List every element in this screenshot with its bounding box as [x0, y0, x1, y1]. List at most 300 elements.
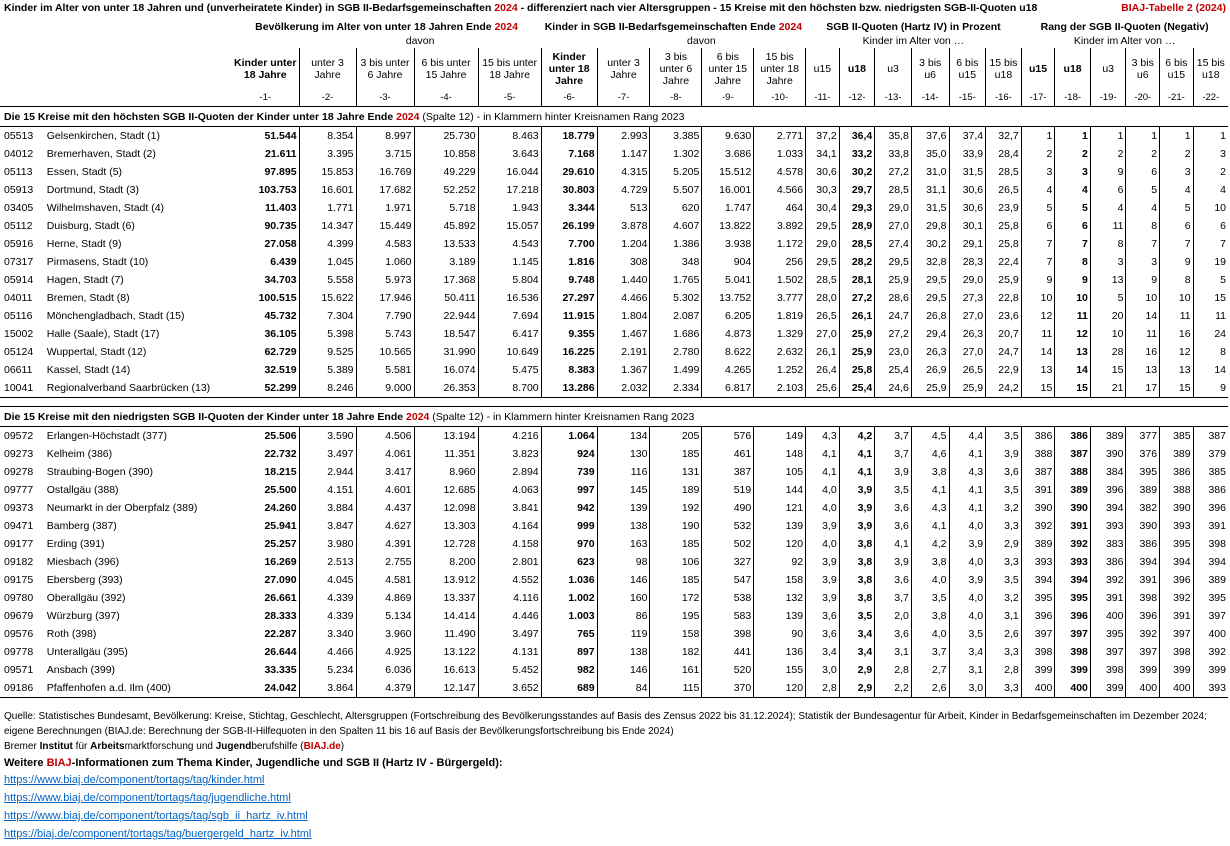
table-cell: 399 [1055, 661, 1091, 679]
table-cell: 3,6 [806, 607, 840, 625]
table-cell: 1.252 [754, 361, 806, 379]
table-cell: 3 [1126, 253, 1160, 271]
table-cell: 136 [754, 643, 806, 661]
table-cell: 904 [702, 253, 754, 271]
table-cell: 391 [1021, 481, 1055, 499]
table-cell: 4.437 [356, 499, 414, 517]
table-cell: 2.780 [650, 343, 702, 361]
column-number: -17- [1021, 90, 1055, 107]
table-cell: 32,7 [986, 127, 1022, 146]
header-sub-row [0, 34, 1228, 48]
table-cell: 400 [1021, 679, 1055, 698]
table-cell: 6 [1126, 163, 1160, 181]
district-name: Herne, Stadt (9) [46, 238, 122, 250]
table-row [0, 607, 1228, 625]
table-cell: 4.627 [356, 517, 414, 535]
title-text: Kinder im Alter von unter 18 Jahren und (unverheiratete Kinder) in SGB II-Bedarfsgemeinschaften [4, 2, 495, 14]
table-cell: 2.632 [754, 343, 806, 361]
table-cell: 5.041 [702, 271, 754, 289]
table-cell: 7 [1160, 235, 1194, 253]
table-cell: 2,9 [839, 661, 875, 679]
institute-text: ) [340, 741, 345, 752]
table-cell: 388 [1055, 463, 1091, 481]
table-cell: 1.033 [754, 145, 806, 163]
link-jugendliche[interactable]: https://www.biaj.de/component/tortags/tag/jugendliche.html [4, 792, 291, 804]
table-cell: 387 [1193, 427, 1228, 446]
table-cell: 3,8 [839, 535, 875, 553]
table-cell: 13 [1160, 361, 1194, 379]
table-cell: 391 [1090, 589, 1126, 607]
table-cell: 120 [754, 535, 806, 553]
table-cell: 134 [597, 427, 650, 446]
title-year: 2024 [494, 2, 518, 14]
table-cell: 3,9 [875, 553, 912, 571]
table-cell: 1.819 [754, 307, 806, 325]
table-cell: 24 [1193, 325, 1228, 343]
table-cell: 27,2 [875, 325, 912, 343]
table-cell: 3,5 [911, 589, 949, 607]
header-group-population-year: 2024 [494, 20, 518, 33]
table-cell: 22,9 [986, 361, 1022, 379]
table-cell: 386 [1090, 553, 1126, 571]
table-cell: 18.215 [264, 466, 297, 478]
table-cell: 26,4 [806, 361, 840, 379]
table-cell: 391 [1193, 517, 1228, 535]
district-code: 05916 [4, 238, 34, 250]
table-cell: 10 [1193, 199, 1228, 217]
table-cell: 398 [1126, 589, 1160, 607]
table-cell: 395 [1055, 589, 1091, 607]
table-cell: 15.853 [299, 163, 356, 181]
table-cell: 390 [1090, 445, 1126, 463]
table-cell: 4.339 [299, 607, 356, 625]
table-cell: 6 [1193, 217, 1228, 235]
table-cell: 384 [1090, 463, 1126, 481]
table-cell: 399 [1021, 661, 1055, 679]
table-cell: 3,5 [875, 481, 912, 499]
table-cell: 4.873 [702, 325, 754, 343]
header-davon-1: davon [405, 35, 435, 47]
table-cell: 520 [702, 661, 754, 679]
district-name: Pirmasens, Stadt (10) [46, 256, 149, 268]
link-kinder[interactable]: https://www.biaj.de/component/tortags/tag/kinder.html [4, 774, 265, 786]
table-cell: 4.729 [597, 181, 650, 199]
table-cell: 8.200 [414, 553, 478, 571]
table-cell: 393 [1055, 553, 1091, 571]
header-col-8: 3 bis unter 6 Jahre [650, 48, 702, 90]
table-cell: 4.265 [702, 361, 754, 379]
table-cell: 8 [1090, 235, 1126, 253]
table-cell: 4,0 [949, 607, 986, 625]
table-cell: 397 [1193, 607, 1228, 625]
table-cell: 29.610 [541, 163, 597, 181]
institute-line [4, 739, 1226, 754]
table-row [0, 625, 1228, 643]
section-heading-title-a: Die 15 Kreise mit den höchsten SGB II-Quoten der Kinder unter 18 Jahre Ende [4, 110, 397, 123]
table-cell: 4.116 [478, 589, 541, 607]
table-cell: 3,9 [839, 499, 875, 517]
column-number: -2- [299, 90, 356, 107]
table-cell: 3.864 [299, 679, 356, 698]
table-cell: 942 [541, 499, 597, 517]
table-cell: 17 [1126, 379, 1160, 398]
table-cell: 3,1 [986, 607, 1022, 625]
institute-text: Institut [39, 741, 73, 752]
district-name: Wilhelmshaven, Stadt (4) [46, 202, 165, 214]
table-cell: 30.803 [541, 181, 597, 199]
table-cell: 29,5 [806, 253, 840, 271]
table-cell: 1.386 [650, 235, 702, 253]
table-cell: 23,9 [986, 199, 1022, 217]
district-code: 09777 [4, 484, 34, 496]
link-sgb-ii[interactable]: https://www.biaj.de/component/tortags/tag/sgb_ii_hartz_iv.html [4, 810, 308, 822]
table-cell: 2.032 [597, 379, 650, 398]
table-cell: 2 [1055, 145, 1091, 163]
district-code: 09571 [4, 664, 34, 676]
table-cell: 9 [1021, 271, 1055, 289]
header-col-19: u3 [1090, 48, 1126, 90]
table-cell: 399 [1193, 661, 1228, 679]
table-cell: 379 [1193, 445, 1228, 463]
table-cell: 26,3 [949, 325, 986, 343]
table-cell: 25,8 [986, 217, 1022, 235]
table-cell: 33,8 [875, 145, 912, 163]
table-label-close: ) [1222, 2, 1226, 14]
table-cell: 22.732 [264, 448, 297, 460]
table-cell: 3,8 [839, 571, 875, 589]
table-cell: 4,0 [949, 589, 986, 607]
header-col-9: 6 bis unter 15 Jahre [702, 48, 754, 90]
table-cell: 389 [1193, 571, 1228, 589]
table-cell: 4.131 [478, 643, 541, 661]
table-cell: 7 [1126, 235, 1160, 253]
table-cell: 398 [1055, 643, 1091, 661]
table-cell: 1.440 [597, 271, 650, 289]
header-col-20: 3 bis u6 [1126, 48, 1160, 90]
table-cell: 30,2 [839, 163, 875, 181]
district-code: 09186 [0, 679, 45, 698]
district-name: Würzburg (397) [46, 610, 120, 622]
table-cell: 14 [1193, 361, 1228, 379]
table-cell: 399 [1090, 679, 1126, 698]
table-cell: 394 [1090, 499, 1126, 517]
table-cell: 3,7 [875, 427, 912, 446]
table-cell: 24.260 [264, 502, 297, 514]
table-cell: 3,3 [986, 643, 1022, 661]
table-cell: 16.074 [414, 361, 478, 379]
table-cell: 5.718 [414, 199, 478, 217]
table-cell: 28,1 [839, 271, 875, 289]
district-code: 09175 [4, 574, 34, 586]
table-cell: 35,8 [875, 127, 912, 146]
table-cell: 139 [754, 517, 806, 535]
table-cell: 3.823 [478, 445, 541, 463]
table-cell: 25,6 [806, 379, 840, 398]
table-cell: 256 [754, 253, 806, 271]
table-cell: 9 [1126, 271, 1160, 289]
table-cell: 395 [1090, 625, 1126, 643]
table-cell: 27,0 [806, 325, 840, 343]
table-cell: 1.804 [597, 307, 650, 325]
table-cell: 21 [1090, 379, 1126, 398]
table-cell: 464 [754, 199, 806, 217]
table-row [0, 463, 1228, 481]
table-cell: 116 [597, 463, 650, 481]
table-cell: 3 [1090, 253, 1126, 271]
table-row [0, 661, 1228, 679]
table-cell: 395 [1160, 535, 1194, 553]
table-cell: 2.993 [597, 127, 650, 146]
table-cell: 24,7 [875, 307, 912, 325]
table-cell: 25.506 [264, 430, 297, 442]
table-cell: 161 [650, 661, 702, 679]
table-cell: 3,9 [806, 517, 840, 535]
table-cell: 7.304 [299, 307, 356, 325]
table-cell: 24,2 [986, 379, 1022, 398]
table-cell: 2,6 [986, 625, 1022, 643]
table-cell: 98 [597, 553, 650, 571]
table-cell: 4.063 [478, 481, 541, 499]
table-cell: 26,9 [911, 361, 949, 379]
table-cell: 1.765 [650, 271, 702, 289]
table-cell: 3,3 [986, 553, 1022, 571]
table-cell: 4,3 [911, 499, 949, 517]
table-cell: 385 [1160, 427, 1194, 446]
table-cell: 28,5 [875, 181, 912, 199]
table-cell: 28,0 [806, 289, 840, 307]
table-label [1121, 2, 1226, 14]
table-cell: 18.779 [541, 127, 597, 146]
table-cell: 10 [1021, 289, 1055, 307]
table-cell: 6.417 [478, 325, 541, 343]
table-cell: 4,0 [806, 481, 840, 499]
table-cell: 30,6 [949, 181, 986, 199]
table-cell: 27,0 [875, 217, 912, 235]
table-cell: 5 [1193, 271, 1228, 289]
table-cell: 27,0 [949, 307, 986, 325]
table-cell: 16.601 [299, 181, 356, 199]
table-cell: 3,0 [949, 679, 986, 698]
table-cell: 8 [1055, 253, 1091, 271]
table-cell: 29,3 [839, 199, 875, 217]
table-cell: 9.355 [541, 325, 597, 343]
table-row [0, 181, 1228, 199]
table-cell: 4,1 [806, 445, 840, 463]
table-cell: 34.703 [264, 274, 297, 286]
table-cell: 5 [1126, 181, 1160, 199]
table-cell: 13 [1126, 361, 1160, 379]
table-cell: 62.729 [264, 346, 297, 358]
table-cell: 982 [541, 661, 597, 679]
table-cell: 386 [1126, 535, 1160, 553]
section-heading-title-year: 2024 [406, 410, 430, 423]
table-cell: 5.507 [650, 181, 702, 199]
table-cell: 29,0 [949, 271, 986, 289]
table-cell: 45.732 [264, 310, 297, 322]
header-col-11: u15 [806, 48, 840, 90]
table-cell: 6 [1055, 217, 1091, 235]
table-cell: 3,9 [949, 535, 986, 553]
table-cell: 327 [702, 553, 754, 571]
column-number: -13- [875, 90, 912, 107]
table-cell: 2.103 [754, 379, 806, 398]
table-cell: 4.607 [650, 217, 702, 235]
table-cell: 49.229 [414, 163, 478, 181]
table-cell: 8.997 [356, 127, 414, 146]
table-cell: 623 [541, 553, 597, 571]
table-cell: 4 [1193, 181, 1228, 199]
table-cell: 25.500 [264, 484, 297, 496]
table-cell: 400 [1055, 679, 1091, 698]
table-row [0, 289, 1228, 307]
table-cell: 398 [1160, 643, 1194, 661]
table-cell: 389 [1090, 427, 1126, 446]
table-cell: 11.490 [414, 625, 478, 643]
table-cell: 532 [702, 517, 754, 535]
table-cell: 15 [1090, 361, 1126, 379]
table-cell: 5.234 [299, 661, 356, 679]
table-cell: 52.252 [414, 181, 478, 199]
table-cell: 13.303 [414, 517, 478, 535]
table-cell: 12 [1021, 307, 1055, 325]
district-code: 09278 [4, 466, 34, 478]
table-cell: 547 [702, 571, 754, 589]
table-cell: 1.771 [299, 199, 356, 217]
district-code: 05914 [4, 274, 34, 286]
table-cell: 14 [1126, 307, 1160, 325]
table-cell: 1.036 [541, 571, 597, 589]
table-cell: 387 [702, 463, 754, 481]
link-buergergeld[interactable]: https://biaj.de/component/tortags/tag/buergergeld_hartz_iv.html [4, 828, 312, 840]
table-cell: 3,9 [806, 553, 840, 571]
table-cell: 9.630 [702, 127, 754, 146]
table-cell: 11.403 [265, 202, 297, 214]
header-col-6: Kinder unter 18 Jahre [541, 48, 597, 90]
table-cell: 398 [1021, 643, 1055, 661]
table-cell: 3,5 [839, 607, 875, 625]
district-code: 06611 [4, 364, 33, 376]
document-title [4, 2, 1037, 14]
district-code: 05124 [4, 346, 34, 358]
table-cell: 138 [597, 517, 650, 535]
column-number: -19- [1090, 90, 1126, 107]
table-cell: 3 [1055, 163, 1091, 181]
table-cell: 4.506 [356, 427, 414, 446]
institute-text: Jugend [215, 741, 252, 752]
table-cell: 9.525 [299, 343, 356, 361]
table-cell: 20,7 [986, 325, 1022, 343]
column-number: -15- [949, 90, 986, 107]
table-cell: 4.164 [478, 517, 541, 535]
table-cell: 3,8 [839, 553, 875, 571]
table-cell: 2,7 [911, 661, 949, 679]
more-info-text: -Informationen zum Thema Kinder, Jugendliche und SGB II (Hartz IV - Bürgergeld): [71, 757, 503, 769]
district-code: 09780 [4, 592, 34, 604]
table-row [0, 643, 1228, 661]
table-cell: 26.353 [414, 379, 478, 398]
table-cell: 10.649 [478, 343, 541, 361]
table-cell: 387 [1055, 445, 1091, 463]
table-cell: 513 [597, 199, 650, 217]
table-body [0, 19, 1228, 698]
table-cell: 1.816 [541, 253, 597, 271]
table-cell: 8 [1160, 271, 1194, 289]
table-cell: 8.383 [541, 361, 597, 379]
table-row [0, 343, 1228, 361]
district-name: Ostallgäu (388) [46, 484, 119, 496]
table-cell: 1.172 [754, 235, 806, 253]
table-cell: 28,2 [839, 253, 875, 271]
table-cell: 3,6 [875, 571, 912, 589]
district-code: 09177 [4, 538, 34, 550]
table-cell: 3,8 [911, 553, 949, 571]
table-cell: 392 [1055, 535, 1091, 553]
table-cell: 90 [754, 625, 806, 643]
table-cell: 182 [650, 643, 702, 661]
table-cell: 4,1 [839, 463, 875, 481]
table-cell: 12.728 [414, 535, 478, 553]
table-cell: 3,2 [986, 589, 1022, 607]
column-number: -8- [650, 90, 702, 107]
table-cell: 18.547 [414, 325, 478, 343]
table-cell: 172 [650, 589, 702, 607]
table-cell: 22,8 [986, 289, 1022, 307]
table-cell: 519 [702, 481, 754, 499]
table-cell: 396 [1193, 499, 1228, 517]
table-cell: 399 [1160, 661, 1194, 679]
table-cell: 576 [702, 427, 754, 446]
column-number: -14- [911, 90, 949, 107]
district-name: Gelsenkirchen, Stadt (1) [46, 130, 160, 142]
district-code: 05913 [4, 184, 34, 196]
district-code: 09471 [4, 520, 34, 532]
table-cell: 997 [541, 481, 597, 499]
table-cell: 26,5 [806, 307, 840, 325]
table-cell: 25,8 [839, 361, 875, 379]
table-cell: 2.944 [299, 463, 356, 481]
table-cell: 390 [1055, 499, 1091, 517]
table-cell: 3.643 [478, 145, 541, 163]
table-cell: 25.941 [264, 520, 297, 532]
column-number-row [0, 90, 1228, 107]
table-cell: 16.225 [541, 343, 597, 361]
table-cell: 4.379 [356, 679, 414, 698]
header-col-17: u15 [1021, 48, 1055, 90]
table-cell: 30,3 [806, 181, 840, 199]
institute-link-text: BIAJ.de [303, 741, 341, 752]
table-cell: 389 [1126, 481, 1160, 499]
table-cell: 5 [1090, 289, 1126, 307]
table-cell: 400 [1193, 625, 1228, 643]
table-cell: 6.205 [702, 307, 754, 325]
header-col-22: 15 bis u18 [1193, 48, 1228, 90]
table-cell: 30,1 [949, 217, 986, 235]
header-group-population: Bevölkerung im Alter von unter 18 Jahren Ende [255, 20, 495, 33]
table-row [0, 361, 1228, 379]
table-row [0, 481, 1228, 499]
table-cell: 3.980 [299, 535, 356, 553]
table-cell: 390 [1021, 499, 1055, 517]
table-cell: 5.558 [299, 271, 356, 289]
table-cell: 7 [1055, 235, 1091, 253]
table-cell: 27,3 [949, 289, 986, 307]
table-cell: 1.145 [478, 253, 541, 271]
table-cell: 30,4 [806, 199, 840, 217]
column-number: -7- [597, 90, 650, 107]
table-cell: 5.804 [478, 271, 541, 289]
table-cell: 1.045 [299, 253, 356, 271]
table-cell: 4 [1126, 199, 1160, 217]
